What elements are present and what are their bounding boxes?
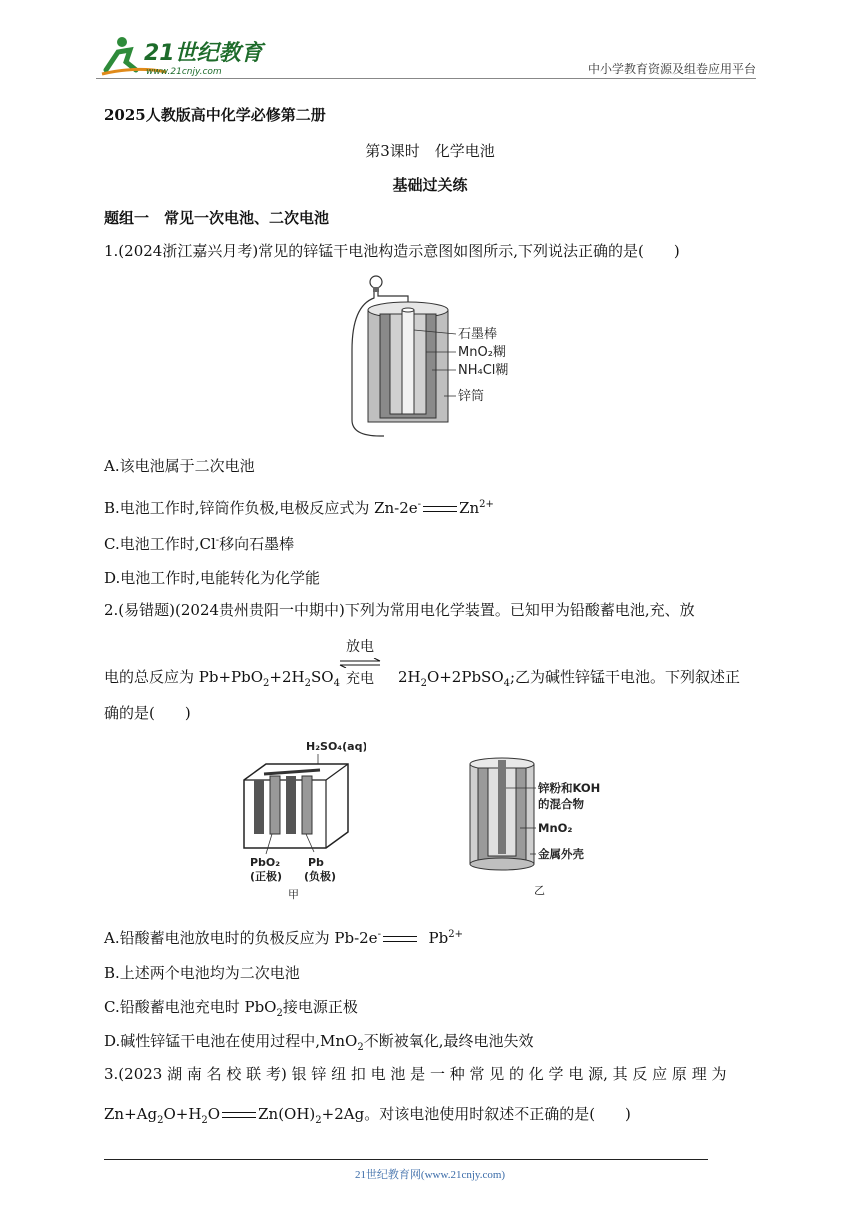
q1-option-b-text: B.电池工作时,锌筒作负极,电极反应式为 Zn-2e: [104, 499, 418, 517]
q1-option-a: A.该电池属于二次电池: [104, 457, 255, 475]
q1-option-d: D.电池工作时,电能转化为化学能: [104, 569, 321, 587]
book-title: 2025人教版高中化学必修第二册: [104, 106, 326, 124]
logo-url: www.21cnjy.com: [146, 67, 222, 77]
q2-option-c-rest: 接电源正极: [282, 998, 358, 1016]
section-title: 基础过关练: [392, 176, 468, 194]
fig-yi-label-mixture: 的混合物: [538, 797, 584, 811]
q2-stem-line2: 电的总反应为 $Pb+PbO_2+2H_2SO_4$ $2H_2O+2PbSO_4$;乙为碱性锌锰干电池。下列叙述正: [104, 668, 741, 689]
group-title: 题组一 常见一次电池、二次电池: [104, 209, 330, 227]
fig-jia-label-pbo2: PbO₂: [250, 856, 281, 869]
q1-fig-label-mno2: MnO₂糊: [458, 345, 506, 360]
q2-option-d-text: D.碱性锌锰干电池在使用过程中,MnO: [104, 1032, 358, 1050]
q3-eq-part1: Zn+Ag: [104, 1105, 158, 1123]
q3-eq-part3: O: [207, 1105, 221, 1123]
q2-figure-alkaline: [464, 754, 624, 904]
fig-yi-label-shell: 金属外壳: [538, 847, 584, 861]
q2-option-b: B.上述两个电池均为二次电池: [104, 964, 300, 982]
footer-divider: [104, 1159, 708, 1160]
q1-figure: [344, 270, 524, 446]
site-logo: [96, 30, 266, 80]
q2-option-d-rest: 不断被氧化,最终电池失效: [363, 1032, 534, 1050]
q2-eq-part2: +2H: [269, 668, 305, 686]
q2-figure-lead-acid: [236, 736, 366, 904]
fig-jia-label-negative: (负极): [304, 870, 337, 883]
q1-fig-label-zinc: 锌筒: [458, 389, 485, 404]
footer-text: 21世纪教育网(www.21cnjy.com): [354, 1169, 506, 1181]
q1-stem: 1.(2024浙江嘉兴月考)常见的锌锰干电池构造示意图如图所示,下列说法正确的是( ): [104, 242, 680, 260]
discharge-label: 放电: [346, 639, 374, 655]
q1-fig-label-graphite: 石墨棒: [458, 327, 498, 342]
fig-jia-label-pb: Pb: [308, 856, 324, 869]
q3-stem-line1: 3.(2023 湖 南 名 校 联 考) 银 锌 纽 扣 电 池 是 一 种 常 见 的 化 学 电 源, 其 反 应 原 理 为: [104, 1065, 727, 1083]
equals-sign: [423, 506, 457, 512]
fig-jia-caption: 甲: [288, 888, 299, 900]
fig-jia-label-positive: (正极): [250, 870, 283, 883]
q1-option-b: B.电池工作时,锌筒作负极,电极反应式为 Zn-2e- $Zn^{2+}$: [104, 499, 494, 517]
q1-option-c-rest: 移向石墨棒: [219, 535, 295, 553]
q2-option-c: C.铅酸蓄电池充电时 PbO$_2$接电源正极: [104, 998, 358, 1019]
q3-eq-part5: +2Ag。对该电池使用时叙述不正确的是( ): [321, 1105, 631, 1123]
q3-stem-line2: $Zn+Ag_2O+H_2O$ $Zn(OH)_2+2Ag$。对该电池使用时叙述不正确的是( ): [104, 1105, 631, 1126]
q2-stem-line3: 确的是( ): [104, 704, 191, 722]
q3-eq-part4: Zn(OH): [258, 1105, 316, 1123]
q2-option-a-product: Pb: [428, 929, 449, 947]
q2-eq-part6: ;乙为碱性锌锰干电池。下列叙述正: [510, 668, 741, 686]
header-divider: [96, 78, 756, 79]
fig-jia-label-h2so4: H₂SO₄(aq): [306, 740, 366, 753]
q2-eq-part3: SO: [310, 668, 334, 686]
q2-option-a: A.铅酸蓄电池放电时的负极反应为 Pb-2e- $Pb^{2+}$: [104, 929, 463, 947]
lesson-title: 第3课时 化学电池: [365, 142, 495, 160]
q2-option-a-text: A.铅酸蓄电池放电时的负极反应为 Pb-2e: [104, 929, 378, 947]
logo-text: 21世纪教育: [144, 41, 263, 66]
q2-eq-part5: O+2PbSO: [426, 668, 504, 686]
q1-option-b-product: Zn: [459, 499, 480, 517]
q2-stem-line1: 2.(易错题)(2024贵州贵阳一中期中)下列为常用电化学装置。已知甲为铅酸蓄电池,充、放: [104, 601, 695, 619]
q2-option-d: D.碱性锌锰干电池在使用过程中,MnO$_2$不断被氧化,最终电池失效: [104, 1032, 534, 1053]
q2-option-c-text: C.铅酸蓄电池充电时 PbO: [104, 998, 277, 1016]
q1-option-b-charge: 2+: [479, 499, 494, 510]
equals-sign: [383, 936, 417, 942]
q1-option-c-text: C.电池工作时,Cl: [104, 535, 216, 553]
q1-option-c: C.电池工作时,Cl-移向石墨棒: [104, 535, 295, 553]
q1-fig-label-nh4cl: NH₄Cl糊: [458, 363, 509, 378]
q3-eq-part2: O+H: [163, 1105, 202, 1123]
q2-eq-part1: 电的总反应为 Pb+PbO: [104, 668, 264, 686]
q2-option-a-charge: 2+: [448, 929, 463, 940]
fig-yi-label-mno2: MnO₂: [538, 821, 573, 835]
equals-sign: [222, 1112, 256, 1118]
header-platform-text: 中小学教育资源及组卷应用平台: [587, 62, 756, 76]
fig-yi-label-zinc-koh: 锌粉和KOH: [538, 781, 601, 795]
q2-eq-part4: 2H: [397, 668, 421, 686]
fig-yi-caption: 乙: [534, 884, 545, 897]
charge-label: 充电: [346, 671, 374, 687]
